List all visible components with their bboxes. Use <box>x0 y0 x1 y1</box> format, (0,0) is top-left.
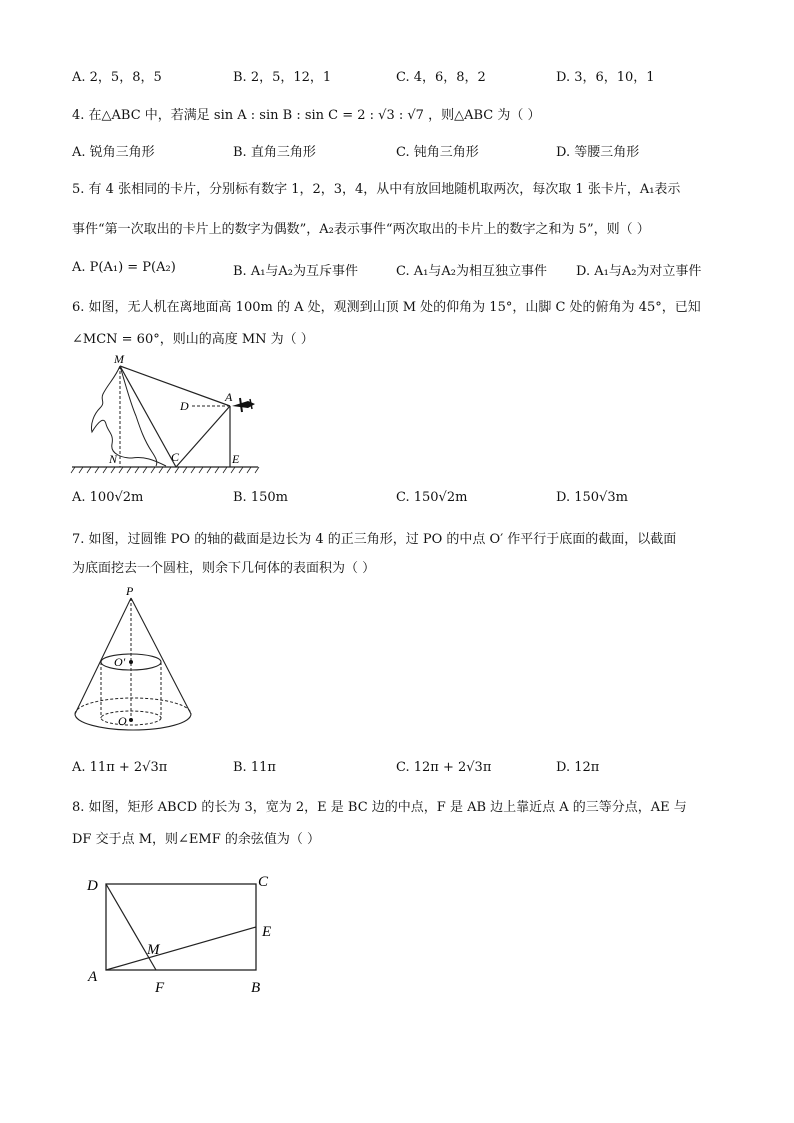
q8-stem-line2: DF 交于点 M，则∠EMF 的余弦值为（ ） <box>72 832 320 847</box>
q7-stem-line1: 7. 如图，过圆锥 PO 的轴的截面是边长为 4 的正三角形，过 PO 的中点 O′ 作平行于底面的截面，以截面 <box>72 532 677 547</box>
q7-figure <box>70 582 200 742</box>
label-O: O <box>118 714 127 728</box>
label-P: P <box>126 584 134 598</box>
label-B: B <box>251 980 261 996</box>
q7-option-b: B. 11π <box>233 760 276 775</box>
q6-stem-line2: ∠MCN = 60°，则山的高度 MN 为（ ） <box>72 332 314 347</box>
q5-option-c: C. A₁与A₂为相互独立事件 <box>396 264 547 279</box>
q6-option-d: D. 150√3m <box>556 490 628 505</box>
label-E: E <box>232 452 240 466</box>
q5-stem-line1: 5. 有 4 张相同的卡片，分别标有数字 1，2，3，4，从中有放回地随机取两次，每次取 1 张卡片，A₁表示 <box>72 182 681 197</box>
q8-figure <box>80 868 290 998</box>
segment-MA <box>120 366 230 406</box>
q6-option-b: B. 150m <box>233 490 288 505</box>
label-E: E <box>262 924 272 940</box>
q4-option-b: B. 直角三角形 <box>233 145 316 160</box>
q7-option-d: D. 12π <box>556 760 600 775</box>
q3-option-a: A. 2，5，8，5 <box>72 70 162 85</box>
q3-option-c: C. 4，6，8，2 <box>396 70 486 85</box>
q7-option-c: C. 12π + 2√3π <box>396 760 492 775</box>
label-M: M <box>147 942 160 958</box>
q4-option-a: A. 锐角三角形 <box>72 145 155 160</box>
q6-option-c: C. 150√2m <box>396 490 468 505</box>
q5-option-a: A. P(A₁) = P(A₂) <box>72 260 176 275</box>
label-A: A <box>88 969 98 985</box>
segment-MC <box>120 366 176 467</box>
label-A: A <box>225 390 233 404</box>
label-D: D <box>87 878 98 894</box>
label-F: F <box>155 980 165 996</box>
q4-option-c: C. 钝角三角形 <box>396 145 479 160</box>
drone-icon <box>232 398 255 412</box>
q8-stem-line1: 8. 如图，矩形 ABCD 的长为 3，宽为 2，E 是 BC 边的中点，F 是 AB 边上靠近点 A 的三等分点，AE 与 <box>72 800 687 815</box>
ground-hatching <box>71 467 259 473</box>
q6-option-a: A. 100√2m <box>72 490 144 505</box>
q5-option-b: B. A₁与A₂为互斥事件 <box>233 264 359 279</box>
segment-CA <box>176 406 230 467</box>
q6-figure <box>70 350 270 475</box>
rectangle-ABCD <box>106 884 256 970</box>
q3-option-b: B. 2，5，12，1 <box>233 70 332 85</box>
label-C: C <box>258 874 269 890</box>
q5-stem-line2: 事件“第一次取出的卡片上的数字为偶数”，A₂表示事件“两次取出的卡片上的数字之和为 5”，则（ ） <box>72 222 650 237</box>
label-C: C <box>171 450 180 464</box>
label-O-prime: O′ <box>114 655 126 669</box>
segment-AE <box>106 927 256 970</box>
q4-stem: 4. 在△ABC 中，若满足 sin A : sin B : sin C = 2 : √3 : √7 ，则△ABC 为（ ） <box>72 108 541 123</box>
q6-stem-line1: 6. 如图，无人机在离地面高 100m 的 A 处，观测到山顶 M 处的仰角为 15°，山脚 C 处的俯角为 45°，已知 <box>72 300 701 315</box>
label-D: D <box>180 399 189 413</box>
q7-option-a: A. 11π + 2√3π <box>72 760 168 775</box>
q4-option-d: D. 等腰三角形 <box>556 145 640 160</box>
q3-option-d: D. 3，6，10，1 <box>556 70 655 85</box>
q5-option-d: D. A₁与A₂为对立事件 <box>576 264 702 279</box>
q7-stem-line2: 为底面挖去一个圆柱，则余下几何体的表面积为（ ） <box>72 561 376 576</box>
label-M: M <box>114 352 124 366</box>
label-N: N <box>109 452 118 466</box>
